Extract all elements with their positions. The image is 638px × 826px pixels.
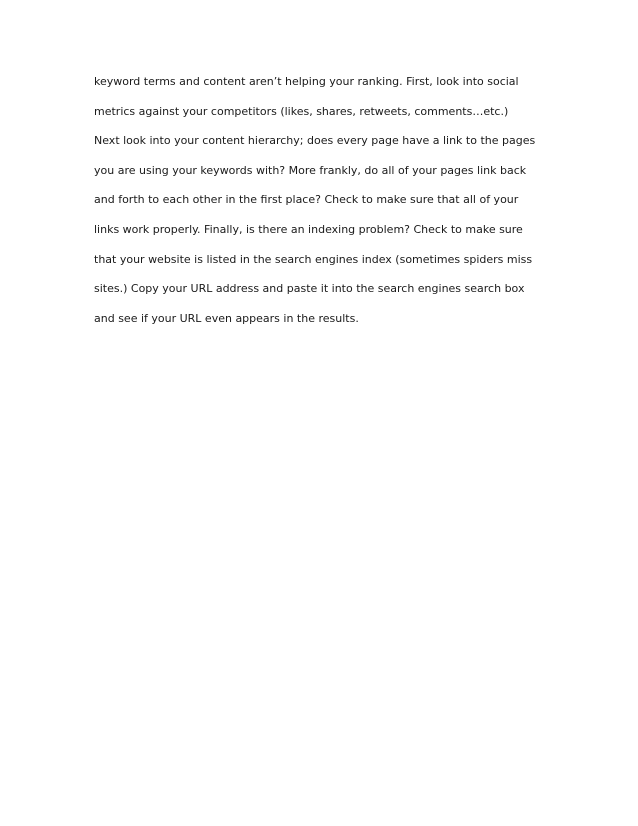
text-line: sites.) Copy your URL address and paste it into the search engines search box (94, 282, 525, 296)
text-line: metrics against your competitors (likes, shares, retweets, comments…etc.) (94, 104, 509, 118)
text-line: you are using your keywords with? More frankly, do all of your pages link back (94, 163, 527, 177)
body-paragraph (94, 67, 564, 333)
text-line: keyword terms and content aren’t helping your ranking. First, look into social (94, 75, 519, 88)
text-line: and forth to each other in the first place? Check to make sure that all of your (94, 193, 519, 207)
text-line: links work properly. Finally, is there an indexing problem? Check to make sure (94, 222, 523, 236)
text-line: that your website is listed in the search engines index (sometimes spiders miss (94, 252, 533, 266)
text-line: Next look into your content hierarchy; does every page have a link to the pages (94, 134, 536, 148)
text-line: and see if your URL even appears in the results. (94, 311, 359, 325)
